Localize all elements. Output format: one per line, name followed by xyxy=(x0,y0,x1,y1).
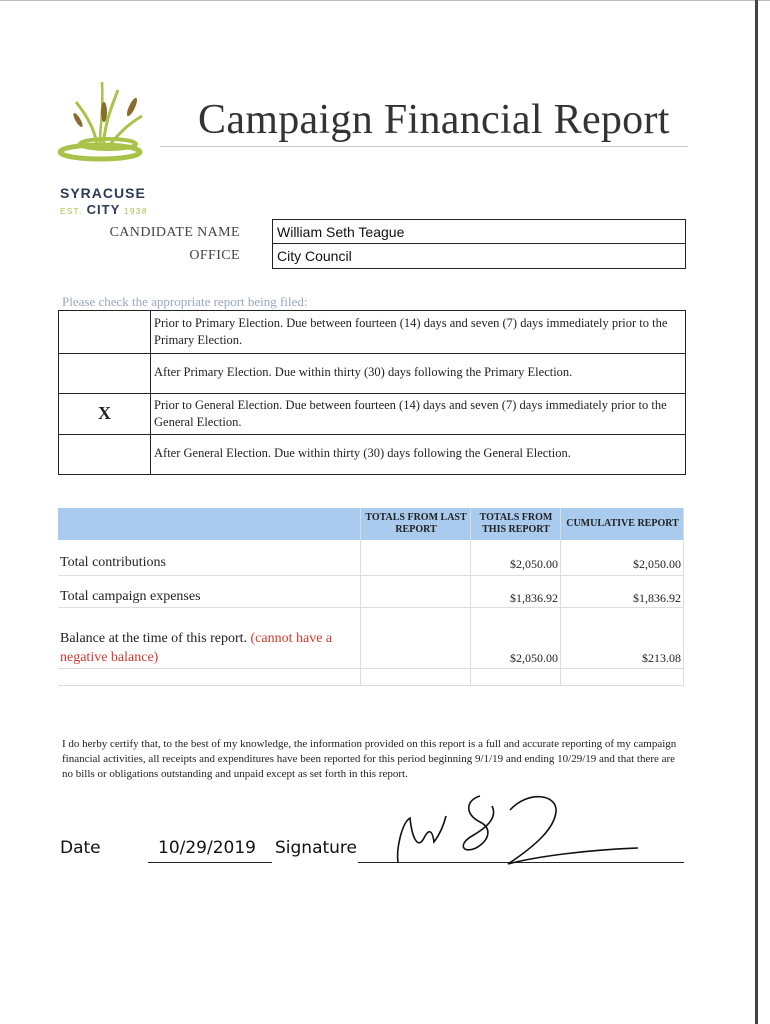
balance-label-text: Balance at the time of this report. xyxy=(60,631,247,646)
signature-label: Signature xyxy=(275,838,358,858)
org-est: EST. xyxy=(60,207,83,216)
org-name-line2 xyxy=(60,202,148,217)
financial-table-header xyxy=(58,508,684,540)
org-year: 1938 xyxy=(124,207,148,216)
row-divider xyxy=(58,668,684,669)
balance-this-report[interactable]: $2,050.00 xyxy=(510,651,558,665)
total-contributions-this-report[interactable]: $2,050.00 xyxy=(510,557,558,571)
row-divider xyxy=(58,575,684,576)
org-name-line1: SYRACUSE xyxy=(60,185,146,201)
office-label: OFFICE xyxy=(189,248,240,263)
row-divider xyxy=(58,607,684,608)
row-total-contributions-label: Total contributions xyxy=(60,555,166,570)
financial-summary-table xyxy=(58,508,684,686)
date-field[interactable]: 10/29/2019 xyxy=(158,838,256,858)
filing-option-text: Prior to Primary Election. Due between fourteen (14) days and seven (7) days immediately prior to the Primary Election. xyxy=(154,316,668,347)
row-total-expenses-label: Total campaign expenses xyxy=(60,589,201,604)
page-top-edge xyxy=(0,0,770,1)
filing-option-text: After General Election. Due within thirty (30) days following the General Election. xyxy=(154,446,571,460)
filing-type-table xyxy=(58,310,686,475)
header-totals-this-report: TOTALS FROM THIS REPORT xyxy=(479,512,553,535)
filing-option-row xyxy=(59,353,685,394)
candidate-name-field[interactable]: William Seth Teague xyxy=(273,220,685,244)
header-totals-last-report: TOTALS FROM LAST REPORT xyxy=(365,512,467,535)
filing-option-row xyxy=(59,434,685,474)
filing-option-text: After Primary Election. Due within thirty (30) days following the Primary Election. xyxy=(154,365,573,379)
column-divider xyxy=(683,508,684,686)
filing-option-row xyxy=(59,393,685,435)
row-divider xyxy=(58,685,684,686)
balance-cumulative[interactable]: $213.08 xyxy=(642,651,681,665)
org-city: CITY xyxy=(86,202,121,217)
header-cumulative-report: CUMULATIVE REPORT xyxy=(566,518,679,529)
candidate-name-label: CANDIDATE NAME xyxy=(109,225,240,240)
page-right-edge xyxy=(755,0,758,1024)
total-contributions-cumulative[interactable]: $2,050.00 xyxy=(633,557,681,571)
total-expenses-this-report[interactable]: $1,836.92 xyxy=(510,591,558,605)
filing-option-checkbox[interactable] xyxy=(59,311,151,353)
title-rule xyxy=(160,146,688,147)
balance-note: (cannot have a negative balance) xyxy=(60,631,333,665)
filing-prompt: Please check the appropriate report being filed: xyxy=(62,294,308,309)
report-title: Campaign Financial Report xyxy=(198,97,670,143)
row-balance-label xyxy=(60,629,360,667)
candidate-info-box xyxy=(272,219,686,269)
office-field[interactable]: City Council xyxy=(277,248,352,264)
filing-option-text: Prior to General Election. Due between fourteen (14) days and seven (7) days immediately prior to the General Election. xyxy=(154,398,667,429)
date-underline xyxy=(148,862,272,863)
filing-option-checkbox[interactable]: X xyxy=(59,393,151,434)
handwritten-signature xyxy=(388,788,658,878)
syracuse-cattail-logo-icon xyxy=(58,72,158,172)
date-label: Date xyxy=(60,838,101,858)
total-expenses-cumulative[interactable]: $1,836.92 xyxy=(633,591,681,605)
column-divider xyxy=(360,508,361,686)
filing-option-checkbox[interactable] xyxy=(59,353,151,393)
filing-option-row xyxy=(59,311,685,354)
certification-statement: I do herby certify that, to the best of my knowledge, the information provided on this report is a full and accurate reporting of my campaign financial activities, all receipts and expenditures have been reported for this period beginning 9/1/19 and ending 10/29/19 and that there are no bills or obligations outstanding and unpaid except as set forth in this report. xyxy=(62,738,677,780)
filing-option-checkbox[interactable] xyxy=(59,434,151,474)
